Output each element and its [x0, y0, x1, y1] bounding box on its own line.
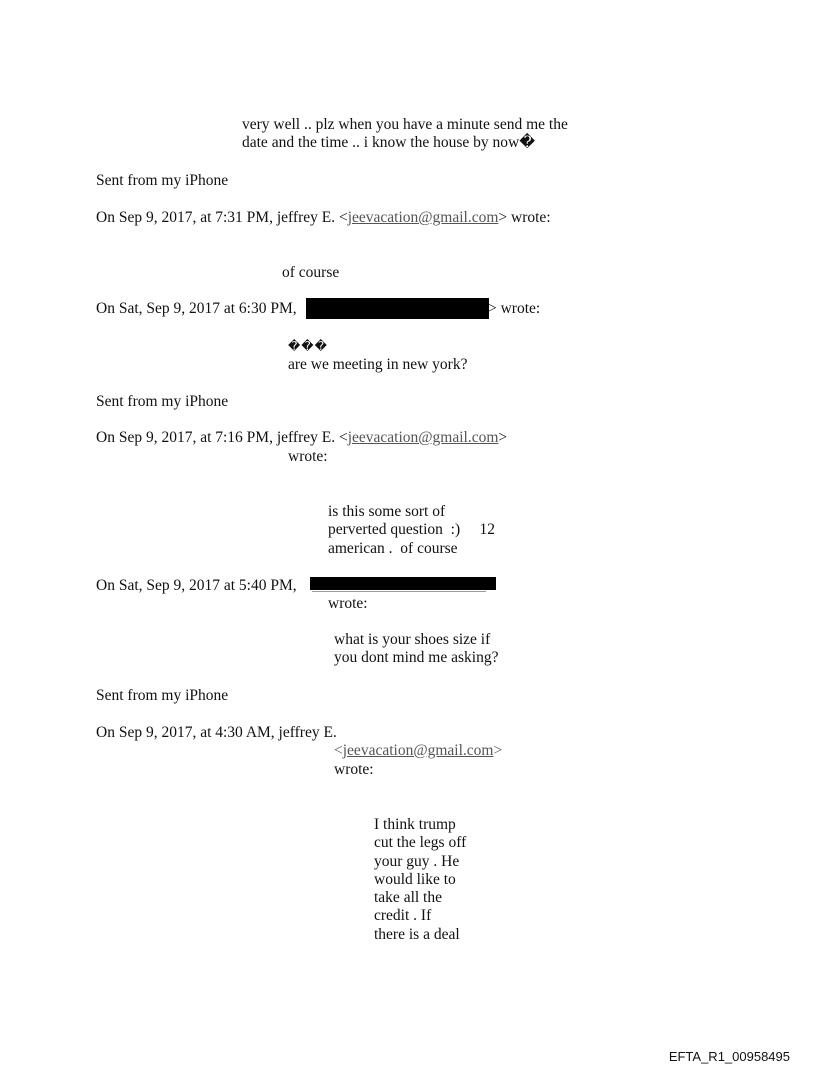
redaction-bar	[310, 577, 496, 590]
sent-from-iphone-1: Sent from my iPhone	[96, 172, 229, 189]
message-body-3: are we meeting in new york?	[288, 356, 468, 373]
header-suffix: > wrote:	[498, 209, 551, 226]
message-line: credit . If	[374, 907, 432, 925]
redacted-link-underline	[312, 591, 486, 592]
document-id-footer: EFTA_R1_00958495	[668, 1049, 790, 1064]
message-body-2: of course	[282, 264, 340, 281]
message-line: there is a deal	[374, 925, 460, 943]
message-line: what is your shoes size if	[334, 631, 491, 648]
reply-header-2-suffix: > wrote:	[488, 300, 541, 317]
message-line: you dont mind me asking?	[334, 649, 499, 667]
reply-header-4-prefix: On Sat, Sep 9, 2017 at 5:40 PM,	[96, 577, 297, 594]
bracket-open: <	[334, 742, 343, 759]
message-line: your guy . He	[374, 852, 460, 870]
reply-header-3	[96, 429, 507, 447]
message-line: is this some sort of	[328, 503, 446, 520]
message-line: perverted question :) 12	[328, 521, 496, 539]
garbled-characters: ���	[288, 339, 328, 353]
message-line: I think trump	[374, 816, 456, 833]
reply-header-5-wrote: wrote:	[334, 761, 374, 778]
bracket-close: >	[493, 742, 503, 759]
email-link[interactable]: jeevacation@gmail.com	[347, 429, 499, 446]
message-body-5	[334, 631, 498, 668]
message-line: take all the	[374, 889, 442, 907]
sent-from-iphone-2: Sent from my iPhone	[96, 393, 229, 410]
message-line: date and the time .. i know the house by now�	[242, 134, 536, 152]
message-line: american . of course	[328, 539, 458, 557]
redaction-bar	[306, 298, 489, 319]
message-line: very well .. plz when you have a minute send me the	[242, 116, 568, 133]
reply-header-5: On Sep 9, 2017, at 4:30 AM, jeffrey E.	[96, 724, 337, 741]
reply-header-5-email	[334, 742, 502, 760]
reply-header-3-wrote: wrote:	[288, 448, 328, 465]
email-link[interactable]: jeevacation@gmail.com	[342, 742, 494, 759]
sent-from-iphone-3: Sent from my iPhone	[96, 687, 229, 704]
header-prefix: On Sep 9, 2017, at 7:16 PM, jeffrey E. <	[96, 429, 348, 446]
message-body-6	[374, 816, 466, 944]
message-line: cut the legs off	[374, 834, 467, 852]
message-body-1	[242, 116, 568, 153]
header-prefix: On Sep 9, 2017, at 7:31 PM, jeffrey E. <	[96, 209, 348, 226]
header-suffix: >	[498, 429, 508, 446]
message-line: would like to	[374, 870, 456, 888]
reply-header-4-wrote: wrote:	[328, 595, 368, 612]
reply-header-1	[96, 209, 551, 227]
message-body-4	[328, 503, 495, 558]
email-link[interactable]: jeevacation@gmail.com	[347, 209, 499, 226]
reply-header-2-prefix: On Sat, Sep 9, 2017 at 6:30 PM,	[96, 300, 297, 317]
